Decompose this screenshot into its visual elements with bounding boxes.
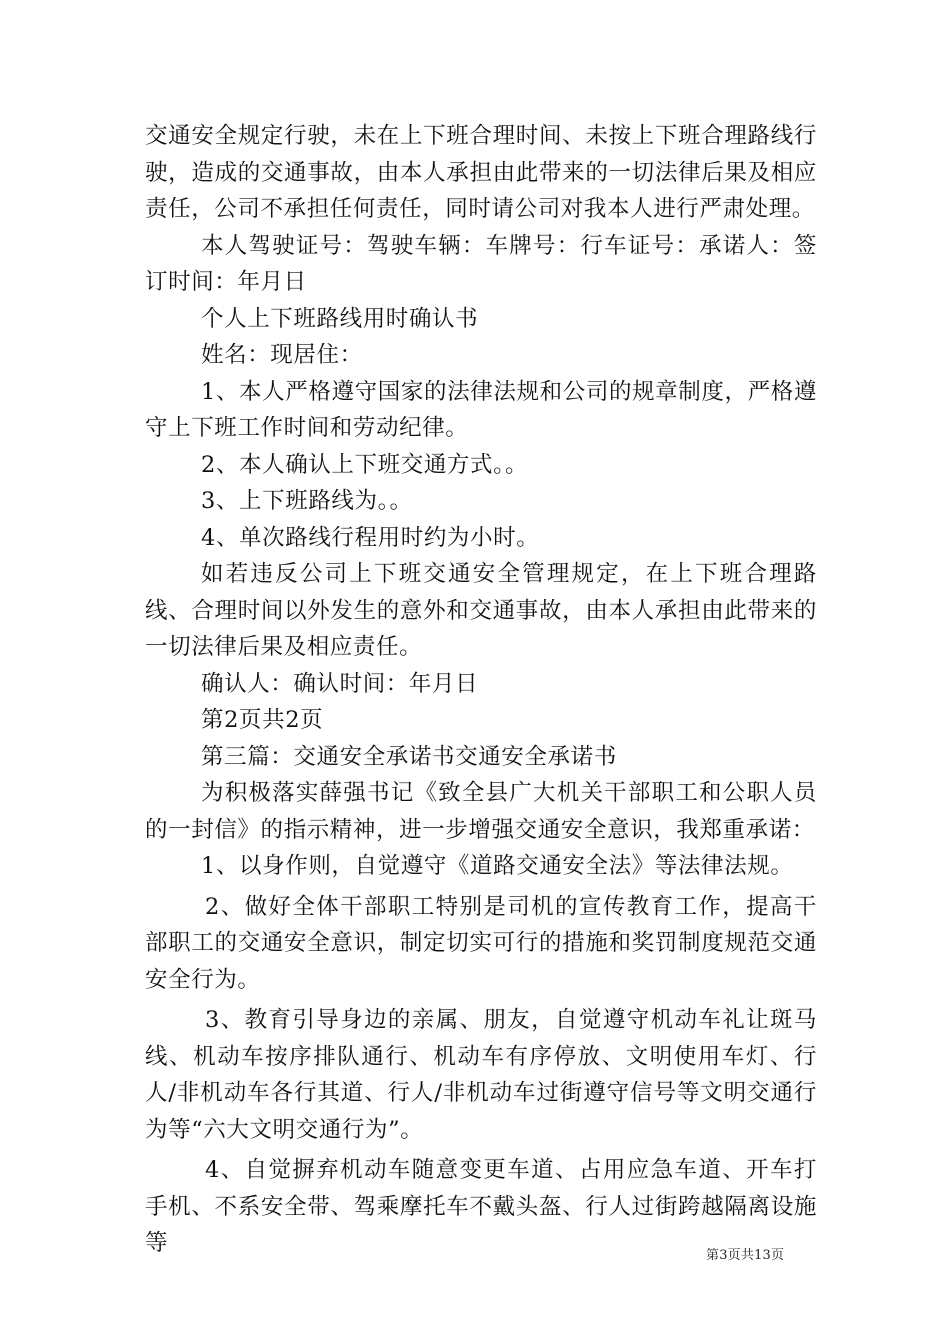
paragraph-continued-commitment: 交通安全规定行驶，未在上下班合理时间、未按上下班合理路线行驶，造成的交通事故，由本人承担由此带来的一切法律后果及相应责任，公司不承担任何责任，同时请公司对我本人进行严肃处理。 bbox=[145, 123, 817, 222]
pledge-item-2: 2、做好全体干部职工特别是司机的宣传教育工作，提高干部职工的交通安全意识，制定切实可行的措施和奖罚制度规范交通安全行为。 bbox=[145, 893, 817, 993]
pledge-item-1: 1、以身作则，自觉遵守《道路交通安全法》等法律法规。 bbox=[201, 853, 794, 879]
document-body bbox=[145, 118, 817, 1262]
list-item-1: 1、本人严格遵守国家的法律法规和公司的规章制度，严格遵守上下班工作时间和劳动纪律。 bbox=[145, 378, 817, 441]
paragraph-intro-pledge: 为积极落实薛强书记《致全县广大机关干部职工和公职人员的一封信》的指示精神，进一步增强交通安全意识，我郑重承诺： bbox=[145, 780, 817, 843]
section-title-part-three: 第三篇：交通安全承诺书交通安全承诺书 bbox=[201, 743, 617, 770]
inline-page-note: 第2页共2页 bbox=[201, 707, 324, 733]
list-item-3: 3、上下班路线为。。 bbox=[201, 488, 413, 514]
paragraph-name-residence: 姓名：现居住： bbox=[201, 342, 363, 368]
paragraph-driver-info: 本人驾驶证号：驾驶车辆：车牌号：行车证号：承诺人：签订时间：年月日 bbox=[145, 232, 817, 295]
pledge-item-4: 4、自觉摒弃机动车随意变更车道、占用应急车道、开车打手机、不系安全带、驾乘摩托车不戴头盔、行人过街跨越隔离设施等 bbox=[145, 1157, 817, 1256]
pledge-item-3: 3、教育引导身边的亲属、朋友，自觉遵守机动车礼让斑马线、机动车按序排队通行、机动车有序停放、文明使用车灯、行人/非机动车各行其道、行人/非机动车过街遵守信号等文明交通行为等“六大文明交通行为”。 bbox=[145, 1007, 817, 1143]
section-title-route-confirmation: 个人上下班路线用时确认书 bbox=[201, 305, 479, 332]
paragraph-violation-liability: 如若违反公司上下班交通安全管理规定，在上下班合理路线、合理时间以外发生的意外和交通事故，由本人承担由此带来的一切法律后果及相应责任。 bbox=[145, 561, 817, 660]
list-item-4: 4、单次路线行程用时约为小时。 bbox=[201, 524, 540, 551]
paragraph-confirmer: 确认人：确认时间：年月日 bbox=[201, 670, 479, 697]
list-item-2: 2、本人确认上下班交通方式。。 bbox=[201, 451, 529, 478]
page-footer: 第3页共13页 bbox=[706, 1248, 785, 1263]
